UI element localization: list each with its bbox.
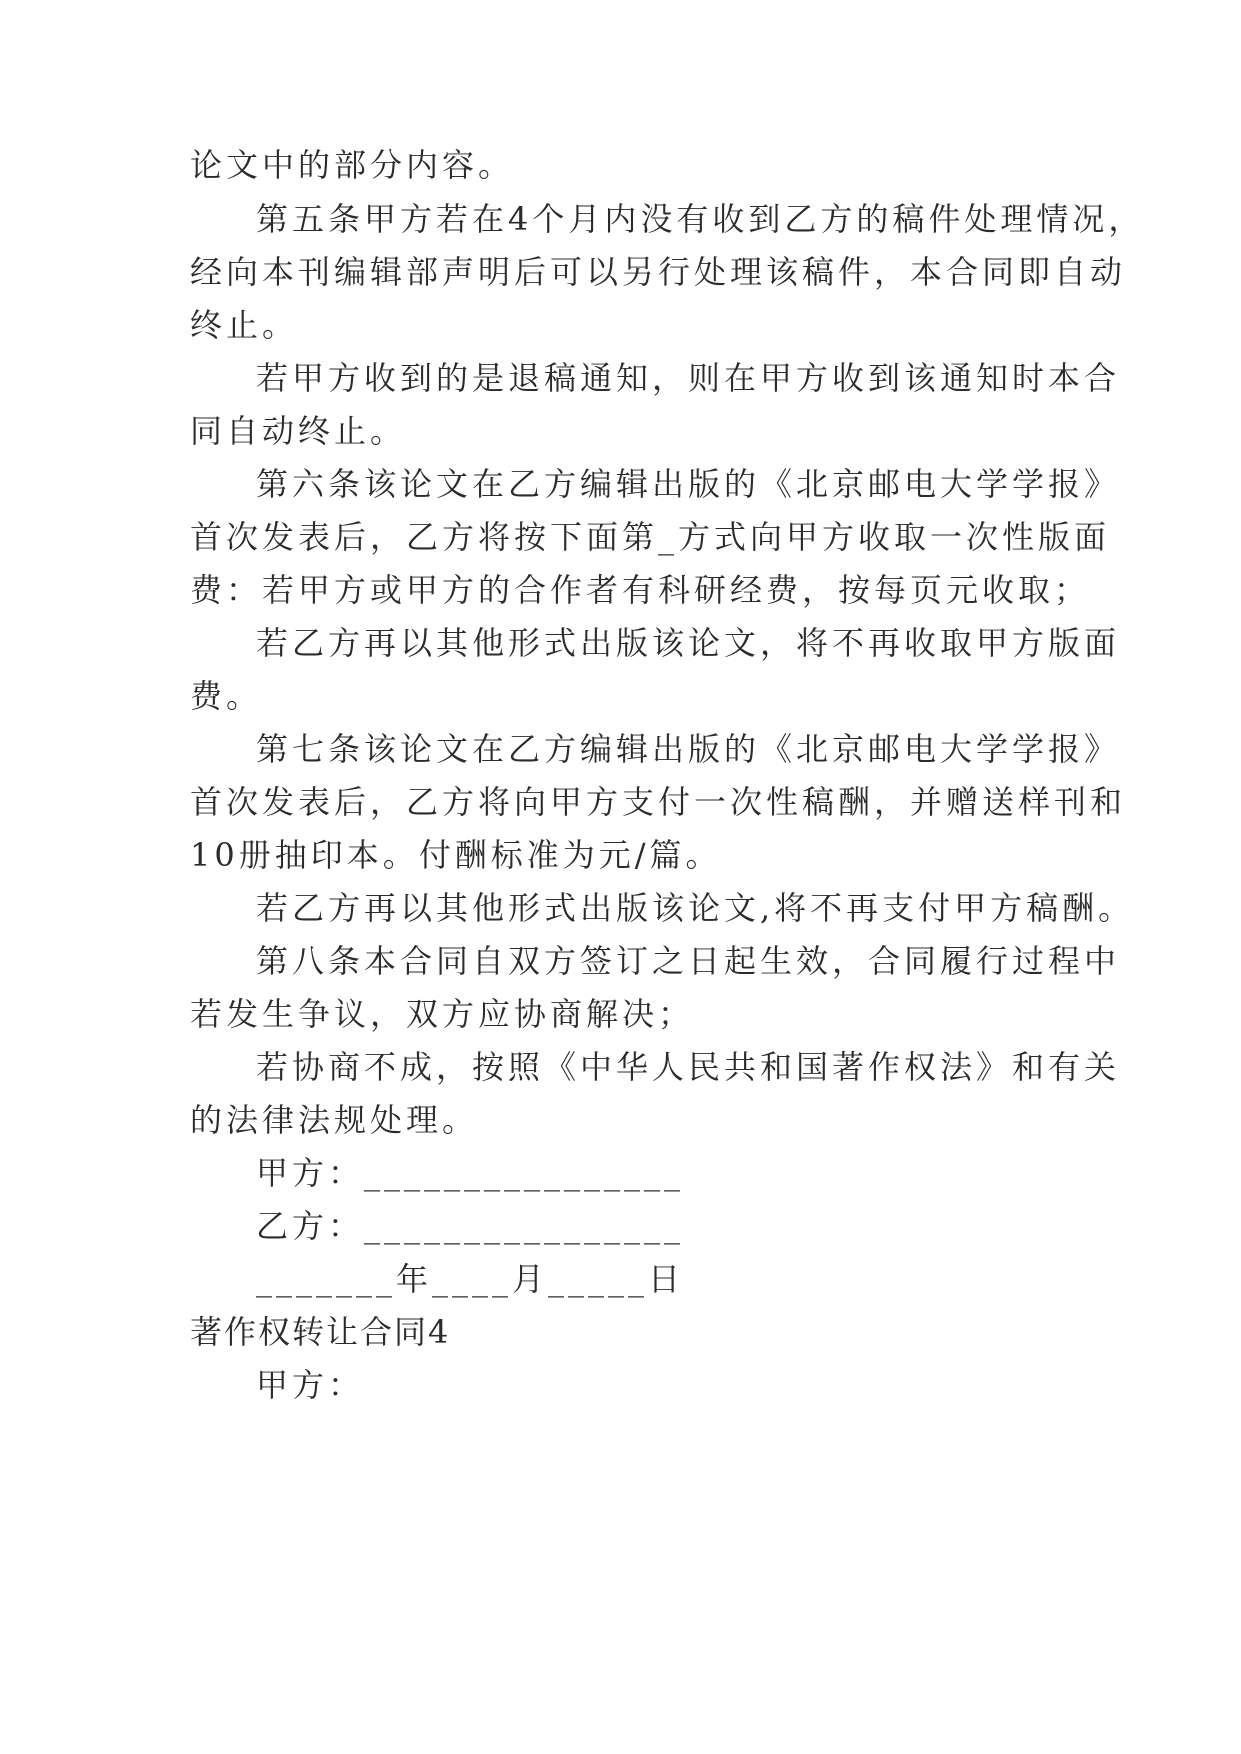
text-line: 若乙方再以其他形式出版该论文,将不再支付甲方稿酬。 — [256, 889, 1135, 927]
text-line: 10册抽印本。付酬标准为元/篇。 — [190, 836, 722, 874]
date-line: _______年____月_____日 — [256, 1260, 685, 1298]
party-a-signature-line: 甲方：________________ — [256, 1154, 685, 1192]
party-a-label: 甲方： — [256, 1366, 365, 1404]
text-line: 费：若甲方或甲方的合作者有科研经费，按每页元收取； — [190, 571, 1091, 609]
clause-6-line: 第六条该论文在乙方编辑出版的《北京邮电大学学报》 — [256, 465, 1121, 503]
clause-5-line: 第五条甲方若在4个月内没有收到乙方的稿件处理情况， — [256, 200, 1145, 238]
text-line: 若乙方再以其他形式出版该论文，将不再收取甲方版面 — [256, 624, 1121, 662]
text-line: 同自动终止。 — [190, 412, 407, 450]
text-line: 论文中的部分内容。 — [190, 146, 515, 184]
clause-7-line: 第七条该论文在乙方编辑出版的《北京邮电大学学报》 — [256, 730, 1121, 768]
text-line: 首次发表后，乙方将按下面第_方式向甲方收取一次性版面 — [190, 518, 1111, 556]
text-line: 终止。 — [190, 306, 299, 344]
text-line: 若协商不成，按照《中华人民共和国著作权法》和有关 — [256, 1048, 1121, 1086]
text-line: 费。 — [190, 677, 263, 715]
section-heading: 著作权转让合同4 — [190, 1313, 451, 1351]
clause-8-line: 第八条本合同自双方签订之日起生效，合同履行过程中 — [256, 942, 1121, 980]
text-line: 若甲方收到的是退稿通知，则在甲方收到该通知时本合 — [256, 359, 1121, 397]
text-line: 经向本刊编辑部声明后可以另行处理该稿件，本合同即自动 — [190, 253, 1127, 291]
text-line: 若发生争议，双方应协商解决； — [190, 995, 695, 1033]
party-b-signature-line: 乙方：________________ — [256, 1207, 685, 1245]
text-line: 首次发表后，乙方将向甲方支付一次性稿酬，并赠送样刊和 — [190, 783, 1127, 821]
text-line: 的法律法规处理。 — [190, 1101, 479, 1139]
